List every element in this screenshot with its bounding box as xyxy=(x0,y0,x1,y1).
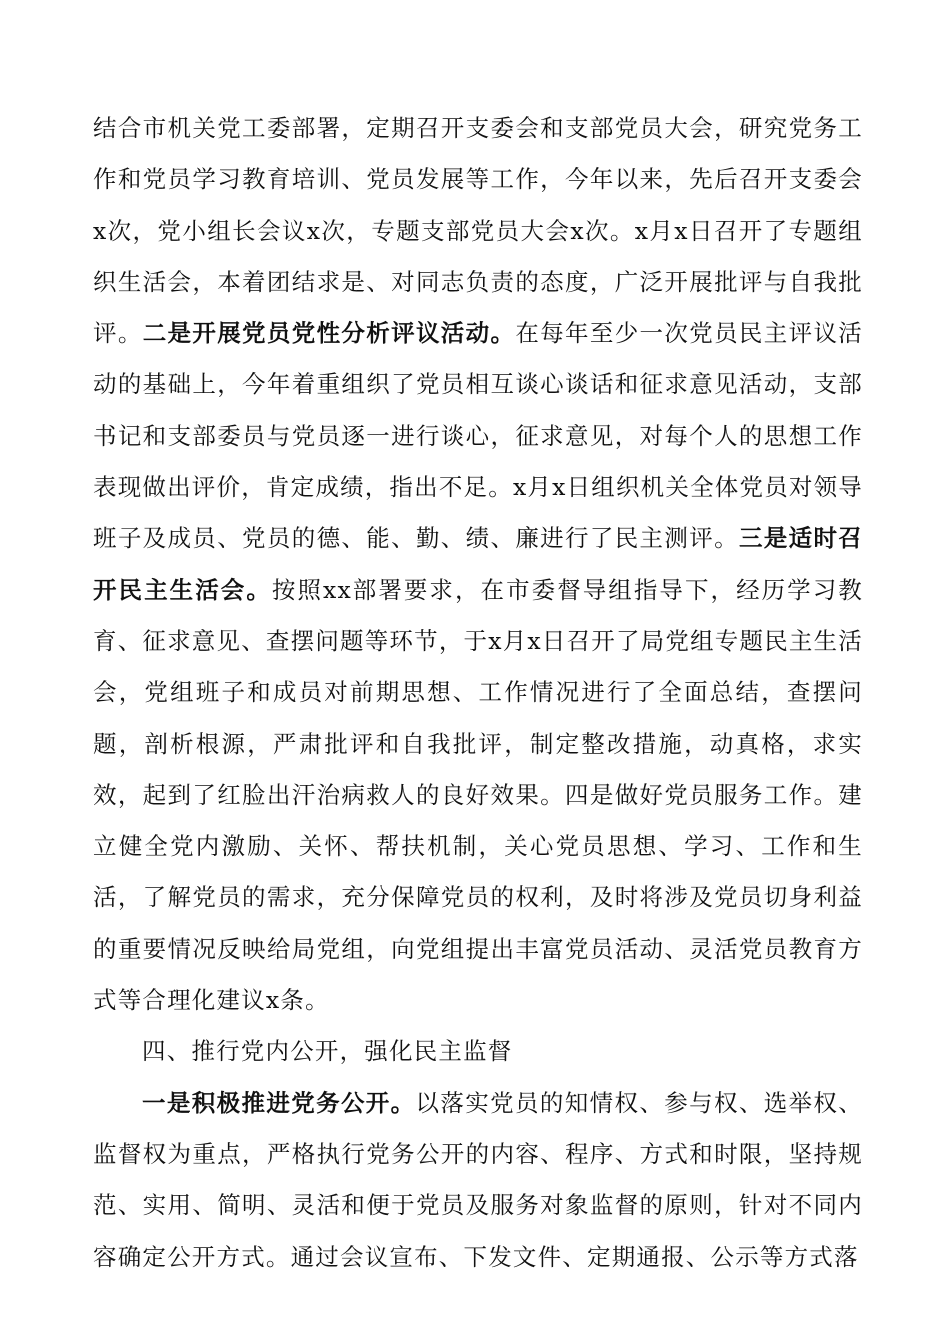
section-heading: 四、推行党内公开，强化民主监督 xyxy=(142,1037,513,1066)
paragraph-1-bold-heading-3: 三是适时召开民主生活会。 xyxy=(93,524,864,604)
paragraph-2-text-1: 以落实党员的知情权、参与权、选举权、监督权为重点，严格执行党务公开的内容、程序、方式和时限，坚持规范、实用、简明、灵活和便于党员及服务对象监督的原则，针对不同内容确定公开方式。通过会议宣布、下发文件、定期通报、公示等方式落 xyxy=(93,1088,863,1271)
document-body xyxy=(93,103,863,1283)
paragraph-1-text-2: 在每年至少一次党员民主评议活动的基础上，今年着重组织了党员相互谈心谈话和征求意见活动，支部书记和支部委员与党员逐一进行谈心，征求意见，对每个人的思想工作表现做出评价，肯定成绩，指出不足。x月x日组织机关全体党员对领导班子及成员、党员的德、能、勤、绩、廉进行了民主测评。 xyxy=(93,319,863,553)
body-paragraph-1 xyxy=(93,103,863,1026)
paragraph-1-bold-heading-2: 二是开展党员党性分析评议活动。 xyxy=(142,319,516,348)
body-paragraph-2 xyxy=(93,1078,863,1283)
paragraph-2-bold-heading-1: 一是积极推进党务公开。 xyxy=(142,1088,416,1117)
paragraph-1-text-3: 按照xx部署要求，在市委督导组指导下，经历学习教育、征求意见、查摆问题等环节，于x月x日召开了局党组专题民主生活会，党组班子和成员对前期思想、工作情况进行了全面总结，查摆问题，剖析根源，严肃批评和自我批评，制定整改措施，动真格，求实效，起到了红脸出汗治病救人的良好效果。四是做好党员服务工作。建立健全党内激励、关怀、帮扶机制，关心党员思想、学习、工作和生活，了解党员的需求，充分保障党员的权利，及时将涉及党员切身利益的重要情况反映给局党组，向党组提出丰富党员活动、灵活党员教育方式等合理化建议x条。 xyxy=(93,575,863,1015)
paragraph-1-text-1: 结合市机关党工委部署，定期召开支委会和支部党员大会，研究党务工作和党员学习教育培训、党员发展等工作，今年以来，先后召开支委会x次，党小组长会议x次，专题支部党员大会x次。x月x日召开了专题组织生活会，本着团结求是、对同志负责的态度，广泛开展批评与自我批评。 xyxy=(93,114,863,348)
